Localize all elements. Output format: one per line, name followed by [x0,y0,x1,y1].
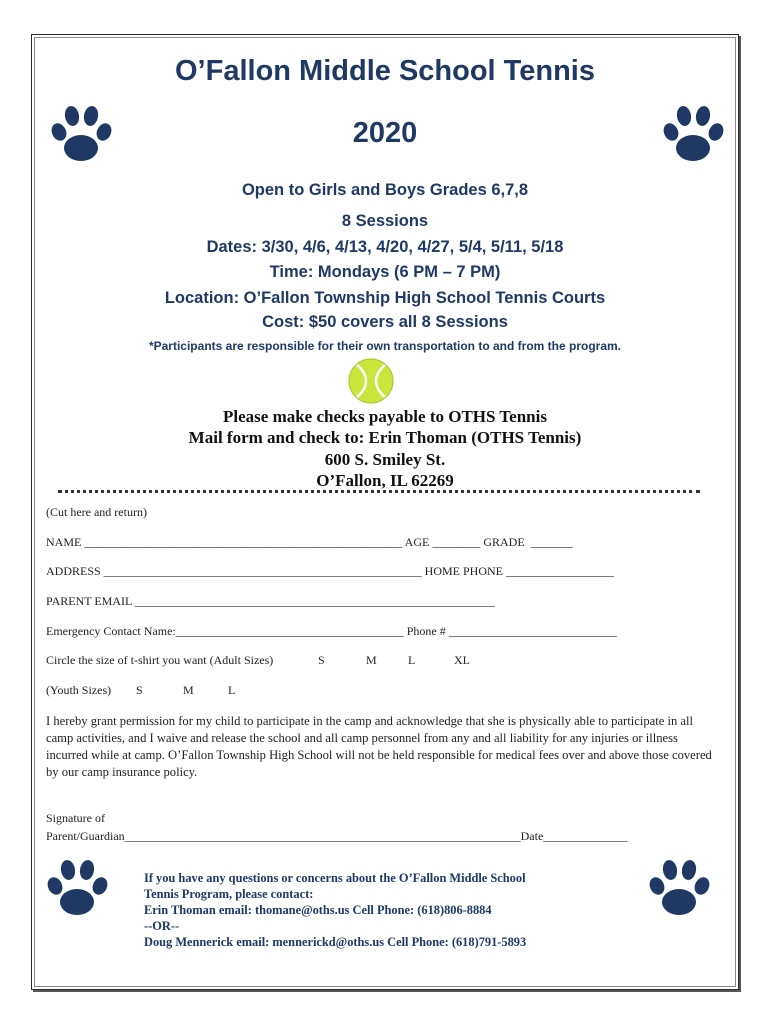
signature-field[interactable]: Parent/Guardian__________________________________________________________________Date______________ [46,829,628,843]
contact-line: Tennis Program, please contact: [144,887,314,901]
contact-or: --OR-- [144,919,180,933]
signature-label: Signature of [46,811,105,825]
paw-print-icon [46,858,108,920]
contact-doug: Doug Mennerick email: mennerickd@oths.us Cell Phone: (618)791-5893 [144,935,527,949]
tennis-ball-icon [347,357,395,410]
paw-print-icon [648,858,710,920]
transportation-note: *Participants are responsible for their own transportation to and from the program. [148,339,622,353]
address-city: O’Fallon, IL 62269 [316,471,454,490]
sessions-text: 8 Sessions [341,212,429,230]
emergency-contact-field[interactable]: Emergency Contact Name:______________________________________ Phone # ____________________________ [46,624,617,638]
address-street: 600 S. Smiley St. [324,450,446,469]
youth-size-label: (Youth Sizes) [46,683,112,697]
contact-line: If you have any questions or concerns about the O’Fallon Middle School [144,871,526,885]
name-field[interactable]: NAME _____________________________________________________ AGE ________ GRADE _______ [46,535,573,549]
size-option-adult-s[interactable]: S [318,653,325,667]
size-option-adult-m[interactable]: M [366,653,377,667]
cut-note: (Cut here and return) [46,505,147,519]
dates-text: Dates: 3/30, 4/6, 4/13, 4/20, 4/27, 5/4, 5/11, 5/18 [206,238,564,256]
size-option-adult-xl[interactable]: XL [454,653,470,667]
size-option-youth-m[interactable]: M [183,683,194,697]
cost-text: Cost: $50 covers all 8 Sessions [262,313,508,331]
location-text: Location: O’Fallon Township High School Tennis Courts [164,289,606,307]
payable-text: Please make checks payable to OTHS Tennis [223,407,547,426]
contact-erin: Erin Thoman email: thomane@oths.us Cell Phone: (618)806-8884 [144,903,492,917]
page-title: O’Fallon Middle School Tennis [175,55,595,87]
size-option-youth-l[interactable]: L [228,683,236,697]
time-text: Time: Mondays (6 PM – 7 PM) [269,263,501,281]
parent-email-field[interactable]: PARENT EMAIL ____________________________________________________________ [46,594,495,608]
address-field[interactable]: ADDRESS _____________________________________________________ HOME PHONE __________________ [46,564,615,578]
contact-block [144,870,624,950]
cut-line [58,490,700,493]
waiver-paragraph: I hereby grant permission for my child to participate in the camp and acknowledge that she is physically able to participate in all camp activities, and I waive and release the school and all camp personnel from any and all liability for any injuries or illness incurred while at camp. O’Fallon Township High School will not be held responsible for medical fees over and above those covered by our camp insurance policy. [46,714,712,779]
size-option-adult-l[interactable]: L [408,653,416,667]
page-year: 2020 [352,117,418,149]
eligibility-text: Open to Girls and Boys Grades 6,7,8 [241,181,529,199]
tshirt-size-label: Circle the size of t-shirt you want (Adult Sizes) [46,653,274,667]
size-option-youth-s[interactable]: S [136,683,143,697]
mail-to-text: Mail form and check to: Erin Thoman (OTHS Tennis) [188,428,582,447]
